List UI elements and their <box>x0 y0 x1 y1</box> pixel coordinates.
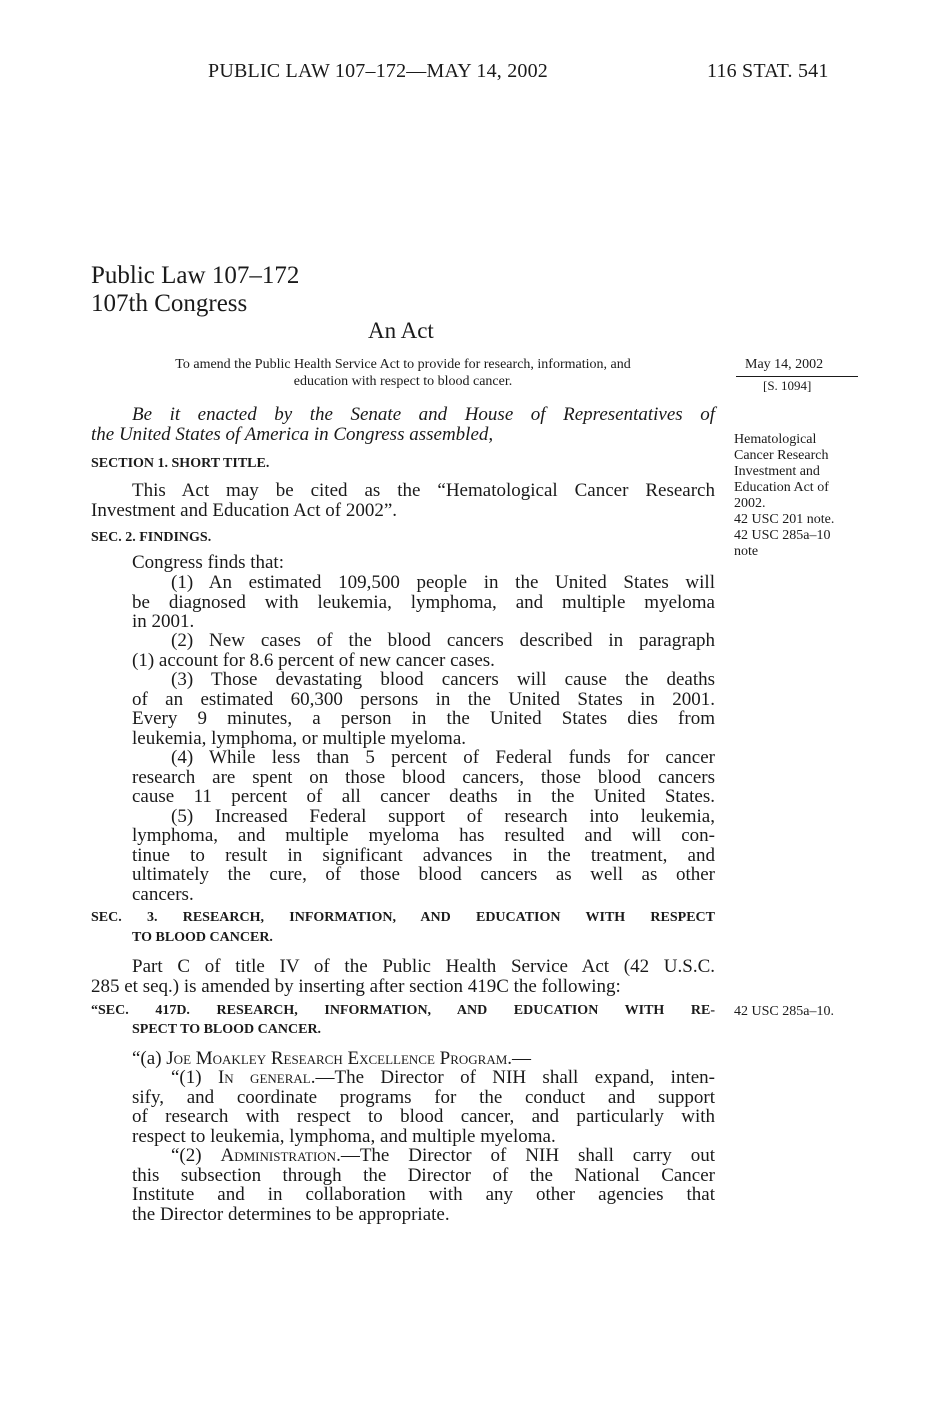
paragraph-1-lead: “(1) In general.—The Director of NIH shall expand, inten- <box>171 1067 715 1088</box>
finding-line: (3) Those devastating blood cancers will cause the deaths <box>171 669 715 690</box>
margin-rule <box>736 376 858 377</box>
bill-number-note: [S. 1094] <box>763 378 812 393</box>
section-3-text-line-2: 285 et seq.) is amended by inserting after section 419C the following: <box>91 976 621 997</box>
finding-line: (1) An estimated 109,500 people in the United States will <box>171 572 715 593</box>
paragraph-1-line: sify, and coordinate programs for the conduct and support <box>132 1087 715 1108</box>
section-3-text-line-1: Part C of title IV of the Public Health Service Act (42 U.S.C. <box>132 956 715 977</box>
section-3-heading-line-2: TO BLOOD CANCER. <box>132 930 273 945</box>
margin-note-line: note <box>734 544 759 559</box>
running-head: PUBLIC LAW 107–172—MAY 14, 2002 <box>208 60 548 82</box>
margin-note-line: 42 USC 201 note. <box>734 512 835 527</box>
margin-note-line: 2002. <box>734 496 766 511</box>
section-1-heading: SECTION 1. SHORT TITLE. <box>91 456 270 471</box>
paragraph-2-lead: “(2) Administration.—The Director of NIH shall carry out <box>171 1145 715 1166</box>
margin-note-sec-417d: 42 USC 285a–10. <box>734 1004 834 1019</box>
enacting-clause-line-2: the United States of America in Congress assembled, <box>91 424 494 445</box>
margin-note-line: Investment and <box>734 464 820 479</box>
section-1-text-line-2: Investment and Education Act of 2002”. <box>91 500 398 521</box>
finding-line: Every 9 minutes, a person in the United States dies from <box>132 708 715 729</box>
margin-note-line: Hematological <box>734 432 817 447</box>
paragraph-2-line: Institute and in collaboration with any other agencies that <box>132 1184 715 1205</box>
paragraph-2-title: Administration. <box>220 1145 341 1166</box>
finding-line: cause 11 percent of all cancer deaths in the United States. <box>132 786 715 807</box>
finding-line: tinue to result in significant advances in the treatment, and <box>132 845 715 866</box>
finding-line: (4) While less than 5 percent of Federal funds for cancer <box>171 747 715 768</box>
subsection-a-title: Joe Moakley Research Excellence Program. <box>166 1048 513 1069</box>
paragraph-1-line: of research with respect to blood cancer, and particularly with <box>132 1106 715 1127</box>
statutes-page-number: 116 STAT. 541 <box>707 60 829 82</box>
section-2-intro: Congress finds that: <box>132 552 284 573</box>
paragraph-1-title: In general. <box>217 1067 316 1088</box>
sec-417d-heading-line-2: SPECT TO BLOOD CANCER. <box>132 1022 322 1037</box>
margin-note-line: Education Act of <box>734 480 829 495</box>
paragraph-2-line: this subsection through the Director of the National Cancer <box>132 1165 715 1186</box>
congress-label: 107th Congress <box>91 290 248 317</box>
margin-note-line: Cancer Research <box>734 448 829 463</box>
finding-line: (5) Increased Federal support of research into leukemia, <box>171 806 715 827</box>
section-1-text-line-1: This Act may be cited as the “Hematological Cancer Research <box>132 480 715 501</box>
finding-line: be diagnosed with leukemia, lymphoma, and multiple myeloma <box>132 592 715 613</box>
finding-line: ultimately the cure, of those blood cancers as well as other <box>132 864 715 885</box>
finding-line: (2) New cases of the blood cancers described in paragraph <box>171 630 715 651</box>
section-2-heading: SEC. 2. FINDINGS. <box>91 530 212 545</box>
finding-line: of an estimated 60,300 persons in the United States in 2001. <box>132 689 715 710</box>
public-law-number: Public Law 107–172 <box>91 262 300 289</box>
an-act-heading: An Act <box>368 318 434 343</box>
finding-line: research are spent on those blood cancers, those blood cancers <box>132 767 715 788</box>
purpose-line-2: education with respect to blood cancer. <box>293 374 513 389</box>
enacting-clause-line-1: Be it enacted by the Senate and House of Representatives of <box>132 404 715 425</box>
paragraph-1-line: respect to leukemia, lymphoma, and multiple myeloma. <box>132 1126 556 1147</box>
section-3-heading-line-1: SEC. 3. RESEARCH, INFORMATION, AND EDUCATION WITH RESPECT <box>91 910 715 925</box>
sec-417d-heading-line-1: “SEC. 417D. RESEARCH, INFORMATION, AND EDUCATION WITH RE- <box>91 1003 715 1018</box>
finding-line: leukemia, lymphoma, or multiple myeloma. <box>132 728 467 749</box>
finding-line: cancers. <box>132 884 194 905</box>
enactment-date-note: May 14, 2002 <box>745 357 824 372</box>
finding-line: lymphoma, and multiple myeloma has resulted and will con- <box>132 825 715 846</box>
subsection-a-heading: “(a) Joe Moakley Research Excellence Program.— <box>132 1048 532 1069</box>
paragraph-2-line: the Director determines to be appropriate. <box>132 1204 450 1225</box>
purpose-line-1: To amend the Public Health Service Act to provide for research, information, and <box>175 357 631 372</box>
margin-note-line: 42 USC 285a–10 <box>734 528 831 543</box>
finding-line: (1) account for 8.6 percent of new cancer cases. <box>132 650 495 671</box>
finding-line: in 2001. <box>132 611 195 632</box>
